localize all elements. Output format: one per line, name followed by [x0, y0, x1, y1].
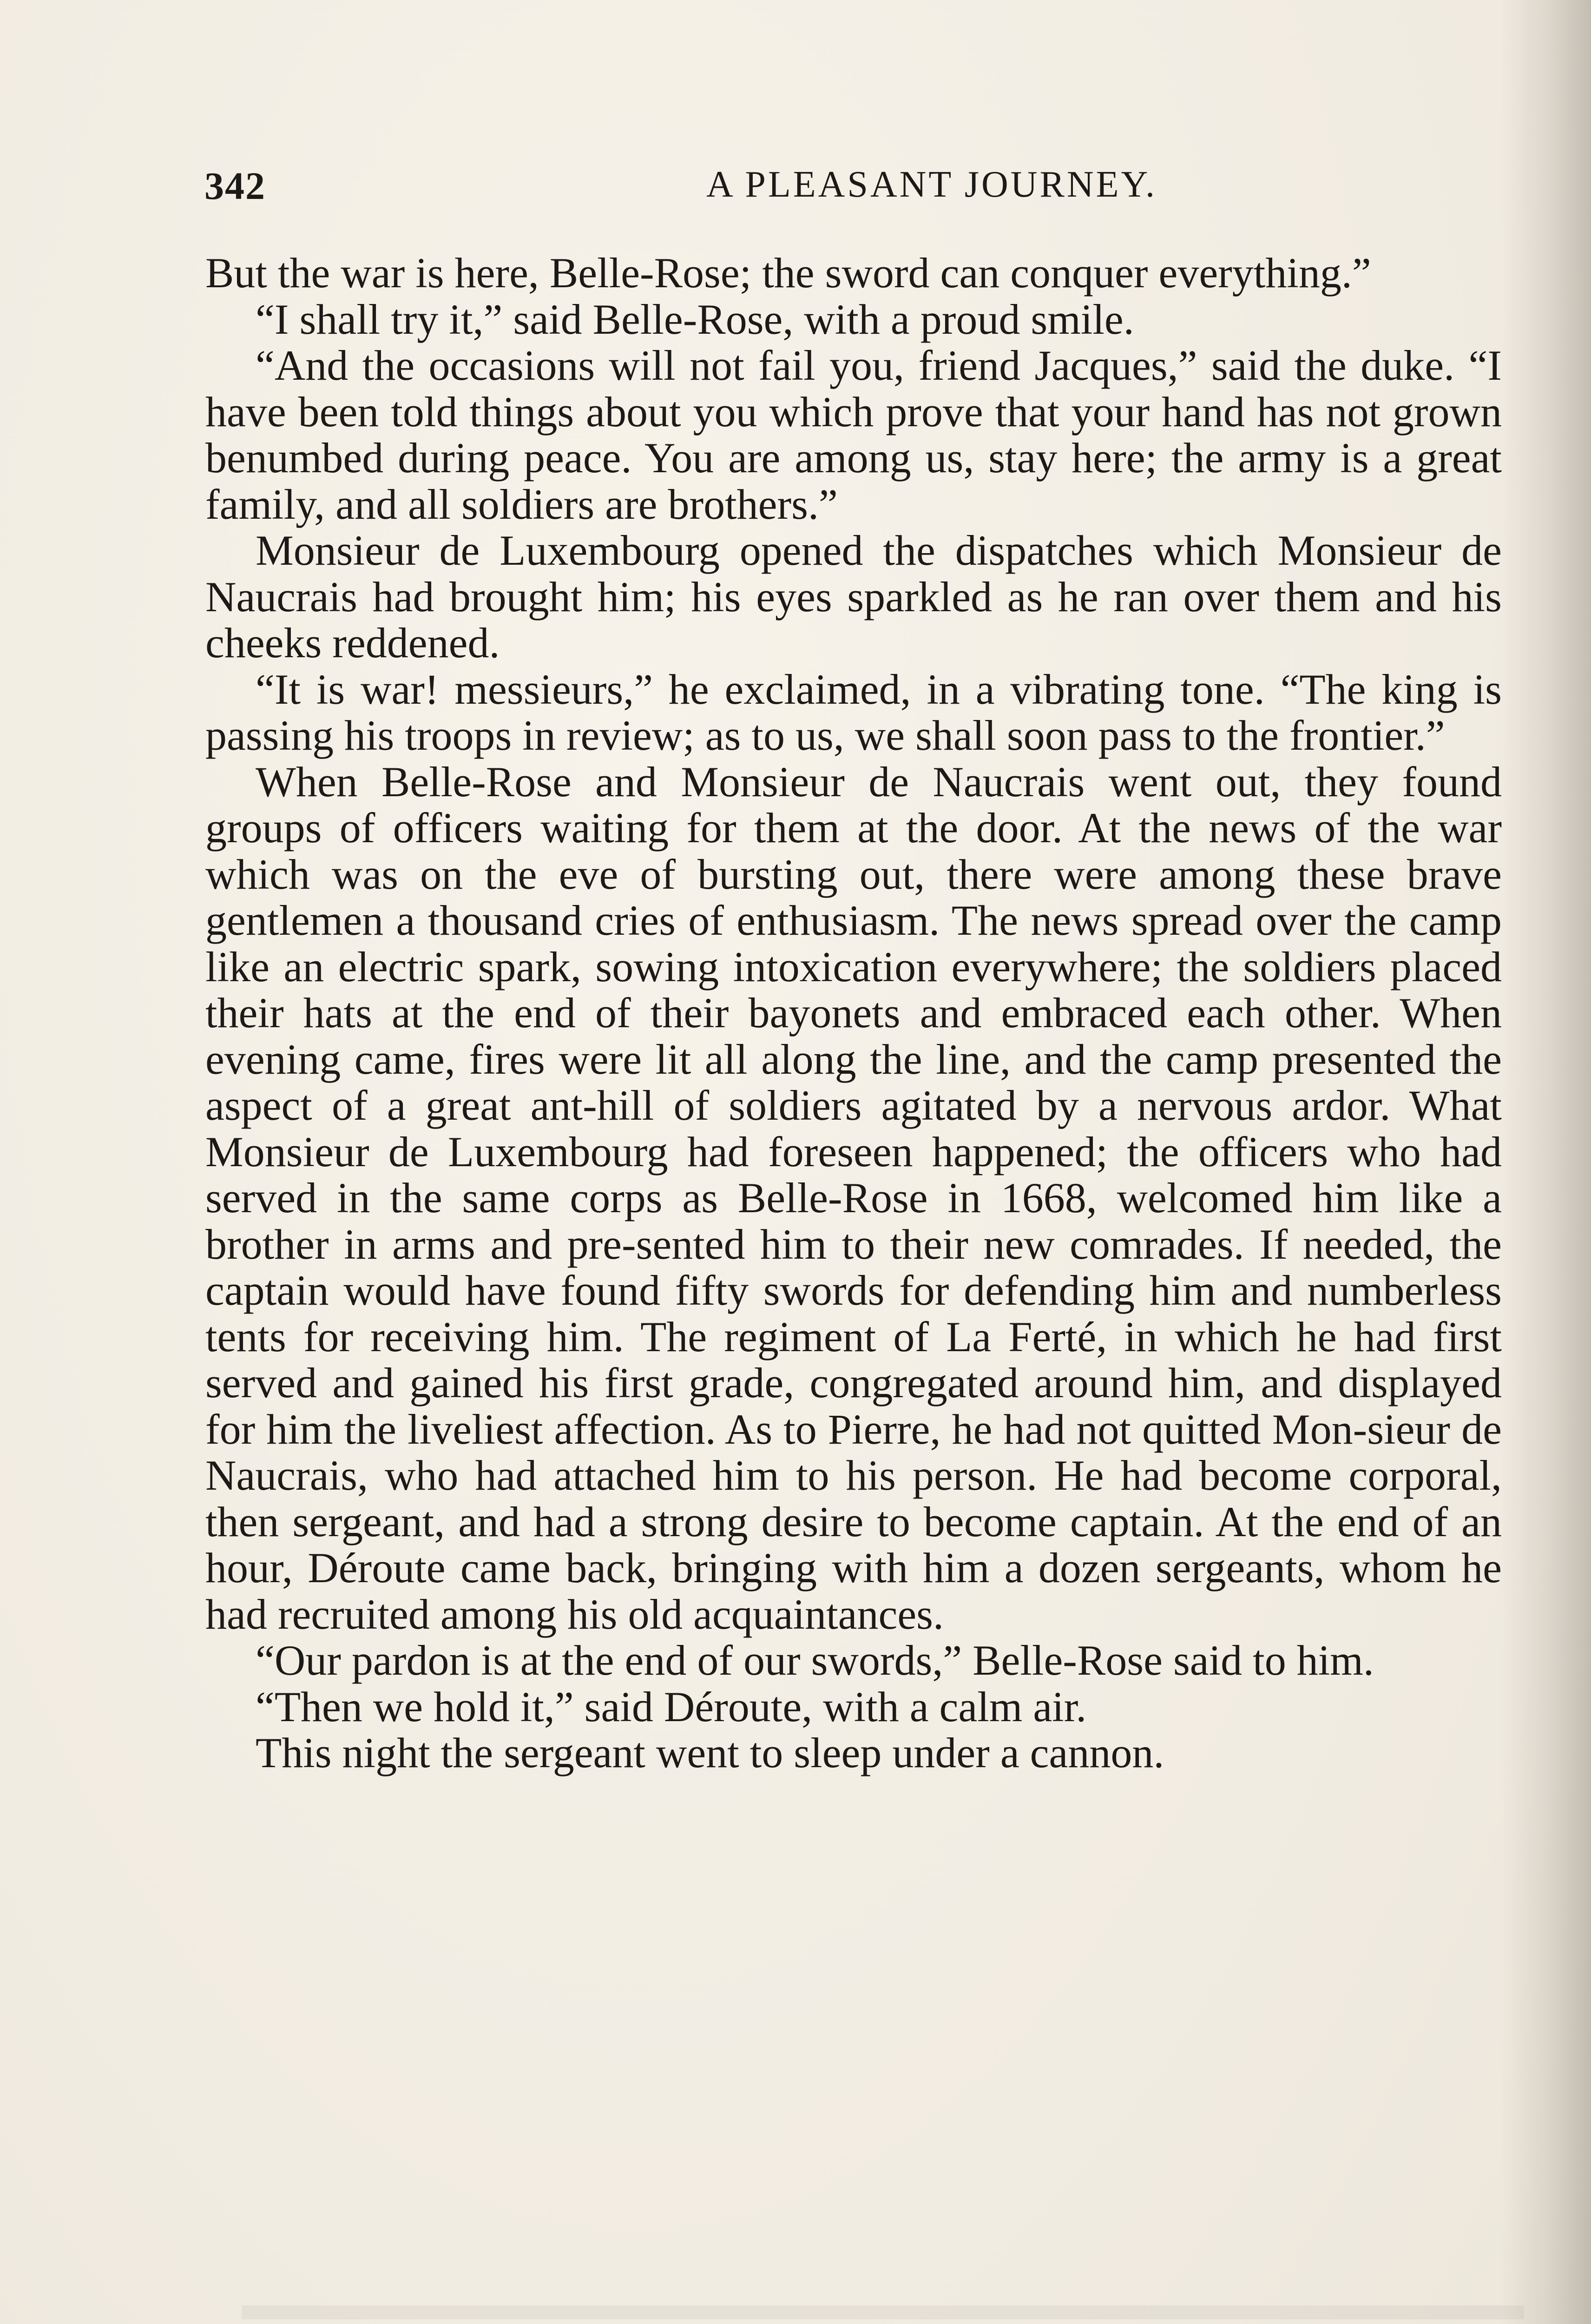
paragraph: “Then we hold it,” said Déroute, with a calm air.	[256, 1683, 1087, 1730]
paragraph: “I shall try it,” said Belle-Rose, with a proud smile.	[256, 295, 1134, 343]
paragraph: This night the sergeant went to sleep under a cannon.	[256, 1729, 1164, 1776]
paragraph: But the war is here, Belle-Rose; the sword can conquer everything.”	[205, 249, 1371, 297]
paragraph: “It is war! messieurs,” he exclaimed, in a vibrating tone. “The king is passing his troops in review; as to us, we shall soon pass to the frontier.”	[205, 665, 1502, 759]
running-head: A PLEASANT JOURNEY.	[706, 164, 1157, 205]
page-number: 342	[204, 165, 266, 208]
paragraph: Monsieur de Luxembourg opened the dispatches which Monsieur de Naucrais had brought him; his eyes sparkled as he ran over them and his cheeks reddened.	[205, 527, 1502, 667]
paragraph: “And the occasions will not fail you, friend Jacques,” said the duke. “I have been told things about you which prove that your hand has not grown benumbed during peace. You are among us, stay here; the army is a great family, and all soldiers are brothers.”	[205, 342, 1502, 528]
paragraph: “Our pardon is at the end of our swords,” Belle-Rose said to him.	[256, 1637, 1374, 1684]
paragraph: When Belle-Rose and Monsieur de Naucrais went out, they found groups of officers waiting for them at the door. At the news of the war which was on the eve of bursting out, there were among these brave gentlemen a thousand cries of enthusiasm. The news spread over the camp like an electric spark, sowing intoxication everywhere; the soldiers placed their hats at the end of their bayonets and embraced each other. When evening came, fires were lit all along the line, and the camp presented the aspect of a great ant-hill of soldiers agitated by a nervous ardor. What Monsieur de Luxembourg had foreseen happened; the officers who had served in the same corps as Belle-Rose in 1668, welcomed him like a brother in arms and pre-sented him to their new comrades. If needed, the captain would have found fifty swords for defending him and numberless tents for receiving him. The regiment of La Ferté, in which he had first served and gained his first grade, congregated around him, and displayed for him the liveliest affection. As to Pierre, he had not quitted Mon-sieur de Naucrais, who had attached him to his person. He had become corporal, then sergeant, and had a strong desire to become captain. At the end of an hour, Déroute came back, bringing with him a dozen sergeants, whom he had recruited among his old acquaintances.	[205, 758, 1502, 1638]
page-header	[204, 164, 1566, 215]
body-text	[205, 250, 1502, 1776]
show-through-text	[242, 2305, 1524, 2324]
